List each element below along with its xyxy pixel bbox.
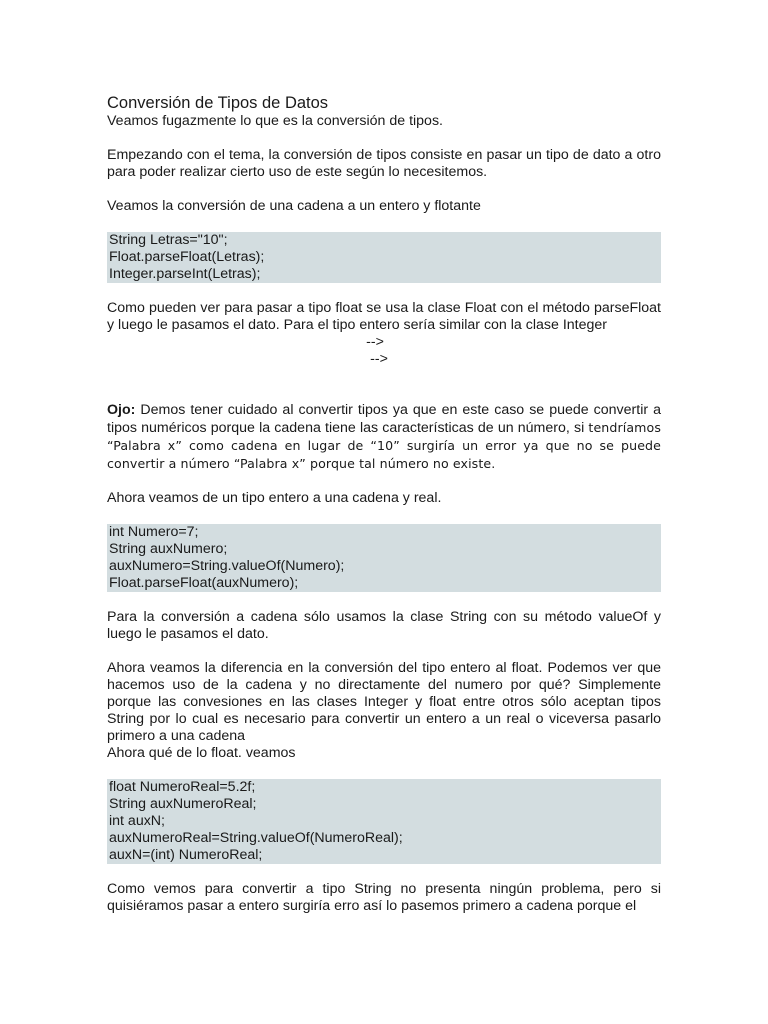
ojo-text: Demos tener cuidado al convertir tipos ya que en este caso se puede convertir a tipos numéricos porque la cadena tiene las características de un número, si — [107, 402, 661, 436]
paragraph-8: Como vemos para convertir a tipo String no presenta ningún problema, pero si quisiéramos pasar a entero surgiría erro así lo pasemos primero a cadena porque el — [107, 881, 661, 914]
code-line: float NumeroReal=5.2f; — [109, 779, 256, 795]
code-line: auxNumeroReal=String.valueOf(NumeroReal); — [109, 830, 403, 846]
code-block-2 — [107, 524, 661, 592]
paragraph-2: Veamos la conversión de una cadena a un entero y flotante — [107, 198, 481, 214]
code-line: String Letras="10"; — [109, 232, 228, 248]
code-line: int auxN; — [109, 813, 165, 829]
paragraph-3: Como pueden ver para pasar a tipo float se usa la clase Float con el método parseFloat y luego le pasamos el dato. Para el tipo entero sería similar con la clase Integer — [107, 300, 661, 333]
code-block-1 — [107, 232, 661, 283]
ojo-paragraph — [107, 402, 661, 473]
arrow-text: --> — [370, 351, 388, 367]
arrow-text: --> — [366, 334, 384, 350]
intro-paragraph: Veamos fugazmente lo que es la conversión de tipos. — [107, 113, 443, 129]
document-body — [107, 93, 661, 915]
code-line: auxNumero=String.valueOf(Numero); — [109, 558, 345, 574]
code-line: String auxNumeroReal; — [109, 796, 257, 812]
page-title: Conversión de Tipos de Datos — [107, 94, 329, 112]
code-line: String auxNumero; — [109, 541, 228, 557]
paragraph-1: Empezando con el tema, la conversión de tipos consiste en pasar un tipo de dato a otro para poder realizar cierto uso de este según lo necesitemos. — [107, 147, 661, 180]
ojo-label: Ojo: — [107, 402, 136, 418]
paragraph-6: Ahora veamos la diferencia en la conversión del tipo entero al float. Podemos ver que hacemos uso de la cadena y no directamente del numero por qué? Simplemente porque las convesiones en las clases Integer y float entre otros sólo aceptan tipos String por lo cual es necesario para convertir un entero a un real o viceversa pasarlo primero a una cadena — [107, 660, 661, 744]
code-line: int Numero=7; — [109, 524, 199, 540]
code-line: Integer.parseInt(Letras); — [109, 266, 261, 282]
ojo-text-continued: tendríamos “Palabra x” como cadena en lugar de “10” surgiría un error ya que no se puede convertir a número “Palabra x” porque tal número no existe. — [107, 420, 661, 471]
paragraph-7: Ahora qué de lo float. veamos — [107, 745, 296, 761]
code-line: Float.parseFloat(Letras); — [109, 249, 265, 265]
paragraph-5: Para la conversión a cadena sólo usamos la clase String con su método valueOf y luego le pasamos el dato. — [107, 609, 661, 642]
code-line: Float.parseFloat(auxNumero); — [109, 575, 299, 591]
code-line: auxN=(int) NumeroReal; — [109, 847, 263, 863]
code-block-3 — [107, 779, 661, 864]
paragraph-4: Ahora veamos de un tipo entero a una cadena y real. — [107, 490, 442, 506]
